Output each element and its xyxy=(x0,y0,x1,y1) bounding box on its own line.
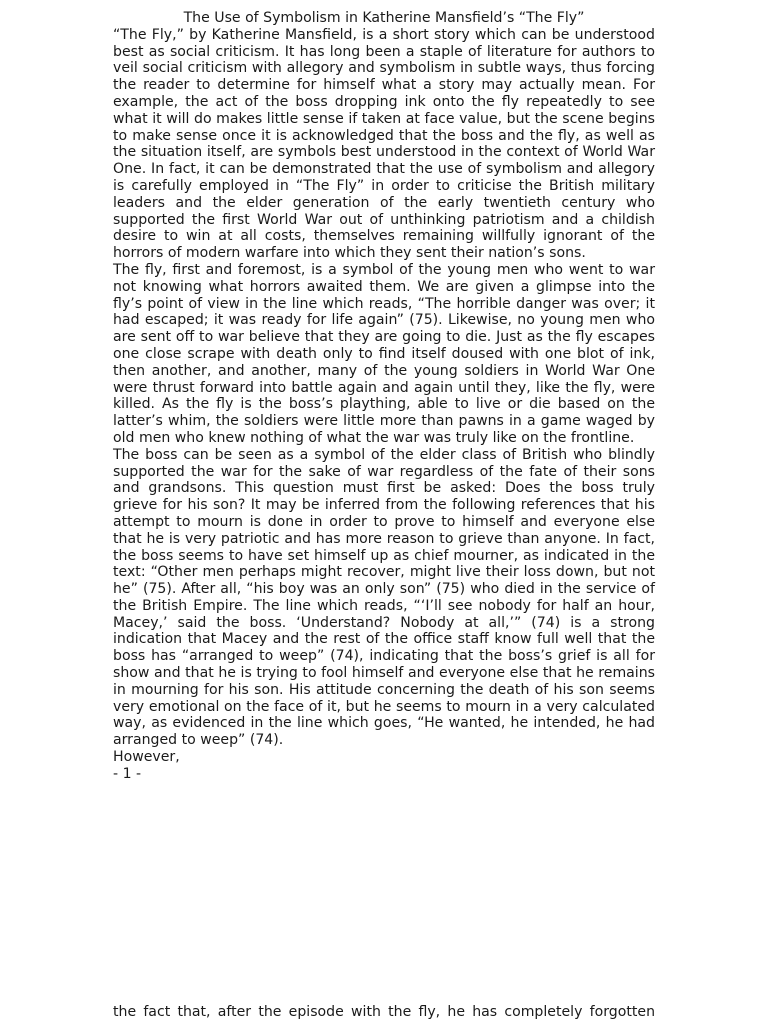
document-title: The Use of Symbolism in Katherine Mansfield’s “The Fly” xyxy=(183,10,585,26)
paragraph-fly-symbol: The fly, first and foremost, is a symbol of the young men who went to war not knowing what horrors awaited them. We are given a glimpse into the fly’s point of view in the line which reads, “The horrible danger was over; it had escaped; it was ready for life again” (75). Likewise, no young men who are sent off to war believe that they are going to die. Just as the fly escapes one close scrape with death only to find itself doused with one blot of ink, then another, and another, many of the young soldiers in World War One were thrust forward into battle again and again until they, like the fly, were killed. As the fly is the boss’s plaything, able to live or die based on the latter’s whim, the soldiers were little more than pawns in a game waged by old men who knew nothing of what the war was truly like on the frontline. xyxy=(113,261,655,446)
next-page-text: the fact that, after the episode with the fly, he has completely forgotten xyxy=(113,1004,655,1020)
page-number: - 1 - xyxy=(113,765,142,782)
paragraph-boss-symbol: The boss can be seen as a symbol of the elder class of British who blindly supported the war for the sake of war regardless of the fate of their sons and grandsons. This question must first be asked: Does the boss truly grieve for his son? It may be inferred from the following references that his attempt to mourn is done in order to prove to himself and everyone else that he is very patriotic and has more reason to grieve than anyone. In fact, the boss seems to have set himself up as chief mourner, as indicated in the text: “Other men perhaps might recover, might live their loss down, but not he” (75). After all, “his boy was an only son” (75) who died in the service of the British Empire. The line which reads, “‘I’ll see nobody for half an hour, Macey,’ said the boss. ‘Understand? Nobody at all,’” (74) is a strong indication that Macey and the rest of the office staff know full well that the boss has “arranged to weep” (74), indicating that the boss’s grief is all for show and that he is trying to fool himself and everyone else that he remains in mourning for his son. His attitude concerning the death of his son seems very emotional on the face of it, but he seems to mourn in a very calculated way, as evidenced in the line which goes, “He wanted, he intended, he had arranged to weep” (74). xyxy=(113,446,655,749)
paragraph-intro: “The Fly,” by Katherine Mansfield, is a short story which can be understood best as social criticism. It has long been a staple of literature for authors to veil social criticism with allegory and symbolism in subtle ways, thus forcing the reader to determine for himself what a story may actually mean. For example, the act of the boss dropping ink onto the fly repeatedly to see what it will do makes little sense if taken at face value, but the scene begins to make sense once it is acknowledged that the boss and the fly, as well as the situation itself, are symbols best understood in the context of World War One. In fact, it can be demonstrated that the use of symbolism and allegory is carefully employed in “The Fly” in order to criticise the British military leaders and the elder generation of the early twentieth century who supported the first World War out of unthinking patriotism and a childish desire to win at all costs, themselves remaining willfully ignorant of the horrors of modern warfare into which they sent their nation’s sons. xyxy=(113,26,655,262)
document-page xyxy=(113,10,655,783)
paragraph-however: However, xyxy=(113,749,180,766)
